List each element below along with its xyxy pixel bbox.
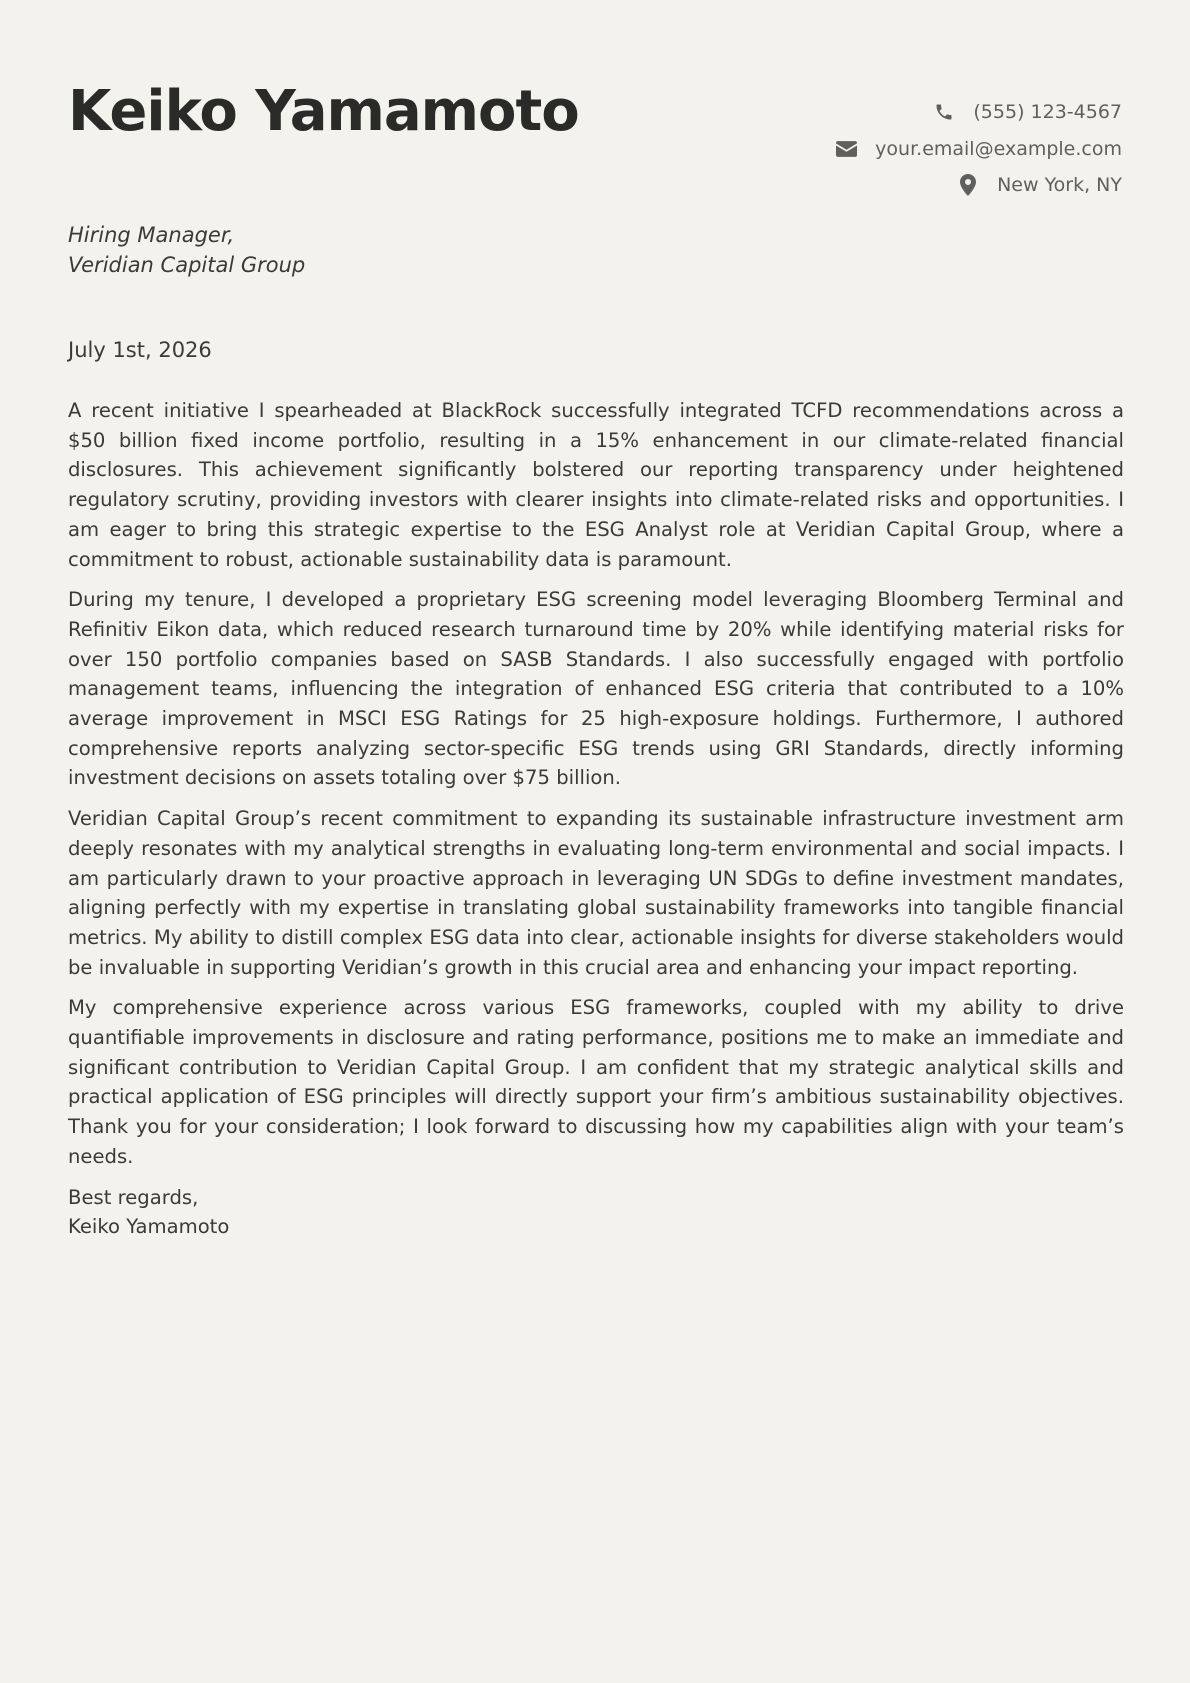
cover-letter-page <box>68 0 1124 1683</box>
body-paragraph-4: My comprehensive experience across various ESG frameworks, coupled with my ability to drive quantifiable improvements in disclosure and rating performance, positions me to make an immediate and significant contribution to Veridian Capital Group. I am confident that my strategic analytical skills and practical application of ESG principles will directly support your firm’s ambitious sustainability objectives. Thank you for your consideration; I look forward to discussing how my capabilities align with your team’s needs. <box>68 996 1124 1168</box>
letter-date: July 1st, 2026 <box>68 338 212 362</box>
closing-block <box>68 1183 1124 1242</box>
phone-icon <box>933 101 955 123</box>
applicant-name: Keiko Yamamoto <box>68 79 579 144</box>
recipient-block <box>68 220 305 280</box>
recipient-company: Veridian Capital Group <box>68 253 306 277</box>
letter-body <box>68 396 1124 1242</box>
location-text: New York, NY <box>997 174 1122 197</box>
body-paragraph-2: During my tenure, I developed a proprietary ESG screening model leveraging Bloomberg Terminal and Refinitiv Eikon data, which reduced research turnaround time by 20% while identifying material risks for over 150 portfolio companies based on SASB Standards. I also successfully engaged with portfolio management teams, influencing the integration of enhanced ESG criteria that contributed to a 10% average improvement in MSCI ESG Ratings for 25 high-exposure holdings. Furthermore, I authored comprehensive reports analyzing sector-specific ESG trends using GRI Standards, directly informing investment decisions on assets totaling over $75 billion. <box>68 588 1124 790</box>
contact-location <box>835 167 1122 204</box>
phone-text[interactable]: (555) 123-4567 <box>973 101 1122 124</box>
closing-signature: Keiko Yamamoto <box>68 1215 230 1239</box>
contact-phone <box>835 94 1122 131</box>
body-paragraph-3: Veridian Capital Group’s recent commitment to expanding its sustainable infrastructure investment arm deeply resonates with my analytical strengths in evaluating long-term environmental and social impacts. I am particularly drawn to your proactive approach in leveraging UN SDGs to define investment mandates, aligning perfectly with my expertise in translating global sustainability frameworks into tangible financial metrics. My ability to distill complex ESG data into clear, actionable insights for diverse stakeholders would be invaluable in supporting Veridian’s growth in this crucial area and enhancing your impact reporting. <box>68 807 1124 979</box>
body-paragraph-1: A recent initiative I spearheaded at BlackRock successfully integrated TCFD recommendations across a $50 billion fixed income portfolio, resulting in a 15% enhancement in our climate-related financial disclosures. This achievement significantly bolstered our reporting transparency under heightened regulatory scrutiny, providing investors with clearer insights into climate-related risks and opportunities. I am eager to bring this strategic expertise to the ESG Analyst role at Veridian Capital Group, where a commitment to robust, actionable sustainability data is paramount. <box>68 399 1124 571</box>
contact-email <box>835 131 1122 168</box>
envelope-icon <box>835 138 857 160</box>
closing-salutation: Best regards, <box>68 1185 199 1209</box>
map-pin-icon <box>957 174 979 196</box>
contact-block <box>835 94 1122 204</box>
email-text[interactable]: your.email@example.com <box>875 137 1122 160</box>
recipient-title: Hiring Manager, <box>68 223 235 247</box>
